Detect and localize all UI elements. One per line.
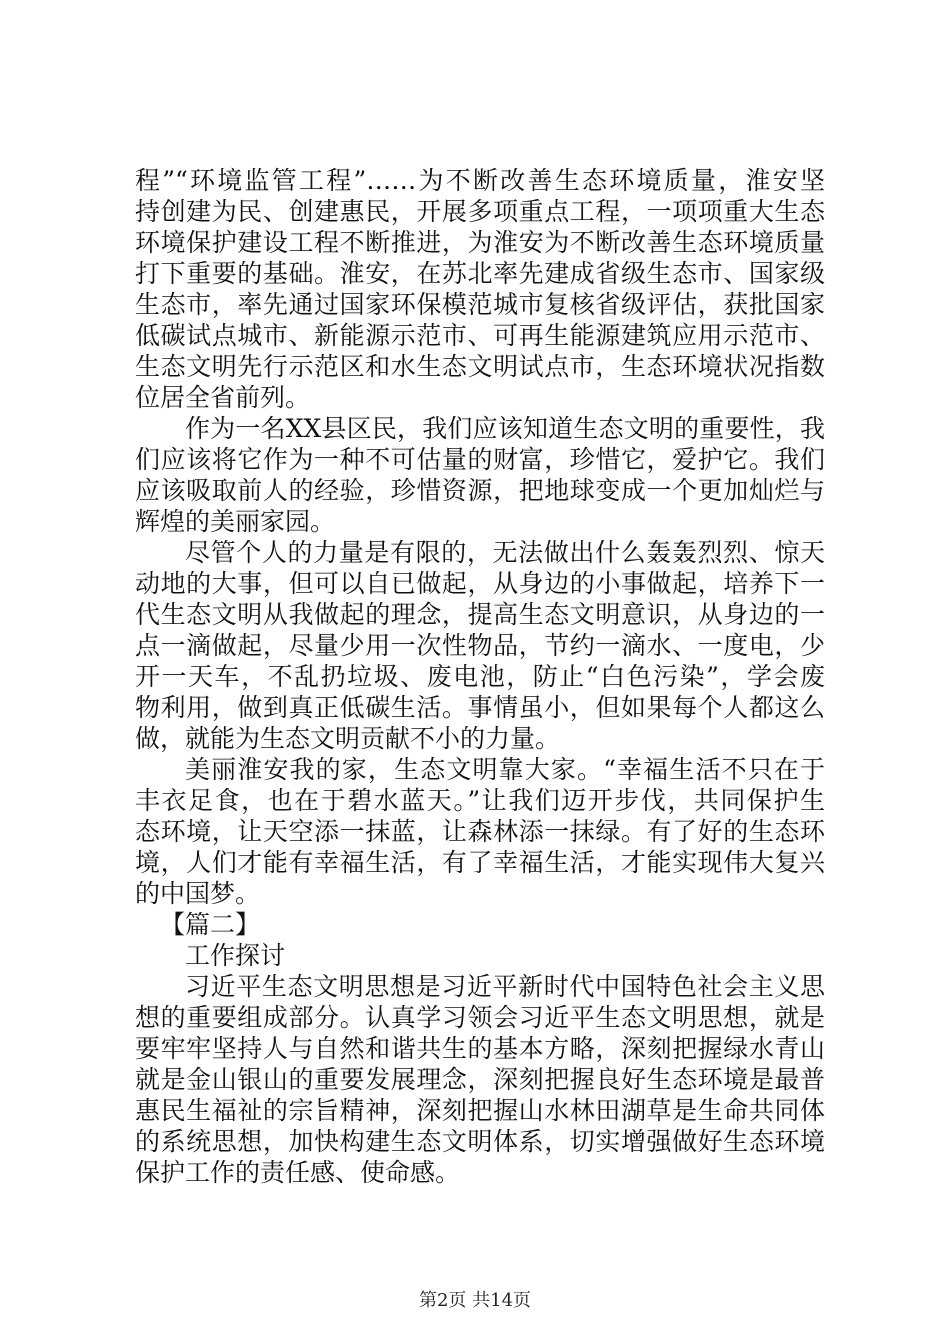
text-line: 持创建为民、创建惠民，开展多项重点工程，一项项重大生态: [135, 197, 825, 226]
text-line: 做，就能为生态文明贡献不小的力量。: [135, 724, 561, 753]
text-line: 们应该将它作为一种不可估量的财富，珍惜它，爱护它。我们: [135, 445, 825, 474]
text-line: 辉煌的美丽家园。: [135, 507, 336, 536]
text-line: 保护工作的责任感、使命感。: [135, 1158, 461, 1187]
text-line: 工作探讨: [185, 941, 286, 970]
text-line: 的中国梦。: [135, 879, 261, 908]
text-line: 生态市，率先通过国家环保模范城市复核省级评估，获批国家: [135, 290, 825, 319]
text-line: 程”“环境监管工程”……为不断改善生态环境质量，淮安坚: [135, 166, 825, 195]
text-line: 开一天车，不乱扔垃圾、废电池，防止“白色污染”，学会废: [135, 662, 825, 691]
text-line: 境，人们才能有幸福生活，有了幸福生活，才能实现伟大复兴: [135, 848, 825, 877]
text-line: 位居全省前列。: [135, 383, 311, 412]
text-line: 惠民生福祉的宗旨精神，深刻把握山水林田湖草是生命共同体: [135, 1096, 825, 1125]
page-footer: 第2页 共14页: [418, 1290, 532, 1311]
text-line: 的系统思想，加快构建生态文明体系，切实增强做好生态环境: [135, 1127, 825, 1156]
text-line: 物利用，做到真正低碳生活。事情虽小，但如果每个人都这么: [135, 693, 825, 722]
text-line: 尽管个人的力量是有限的，无法做出什么轰轰烈烈、惊天: [185, 538, 825, 567]
text-line: 想的重要组成部分。认真学习领会习近平生态文明思想，就是: [135, 1003, 825, 1032]
text-line: 丰衣足食，也在于碧水蓝天。”让我们迈开步伐，共同保护生: [135, 786, 825, 815]
text-line: 就是金山银山的重要发展理念，深刻把握良好生态环境是最普: [135, 1065, 825, 1094]
text-line: 态环境，让天空添一抹蓝，让森林添一抹绿。有了好的生态环: [135, 817, 825, 846]
text-line: 点一滴做起，尽量少用一次性物品，节约一滴水、一度电，少: [135, 631, 825, 660]
text-line: 代生态文明从我做起的理念，提高生态文明意识，从身边的一: [135, 600, 825, 629]
text-line: 作为一名XX县区民，我们应该知道生态文明的重要性，我: [185, 414, 825, 443]
text-line: 习近平生态文明思想是习近平新时代中国特色社会主义思: [185, 972, 825, 1001]
text-line: 要牢牢坚持人与自然和谐共生的基本方略，深刻把握绿水青山: [135, 1034, 825, 1063]
text-line: 低碳试点城市、新能源示范市、可再生能源建筑应用示范市、: [135, 321, 825, 350]
text-line: 打下重要的基础。淮安，在苏北率先建成省级生态市、国家级: [135, 259, 825, 288]
text-line: 应该吸取前人的经验，珍惜资源，把地球变成一个更加灿烂与: [135, 476, 825, 505]
text-line: 美丽淮安我的家，生态文明靠大家。“幸福生活不只在于: [185, 755, 825, 784]
text-line: 动地的大事，但可以自已做起，从身边的小事做起，培养下一: [135, 569, 825, 598]
document-body: [135, 165, 825, 1188]
text-line: 【篇二】: [160, 910, 261, 939]
text-line: 生态文明先行示范区和水生态文明试点市，生态环境状况指数: [135, 352, 825, 381]
text-line: 环境保护建设工程不断推进，为淮安为不断改善生态环境质量: [135, 228, 825, 257]
